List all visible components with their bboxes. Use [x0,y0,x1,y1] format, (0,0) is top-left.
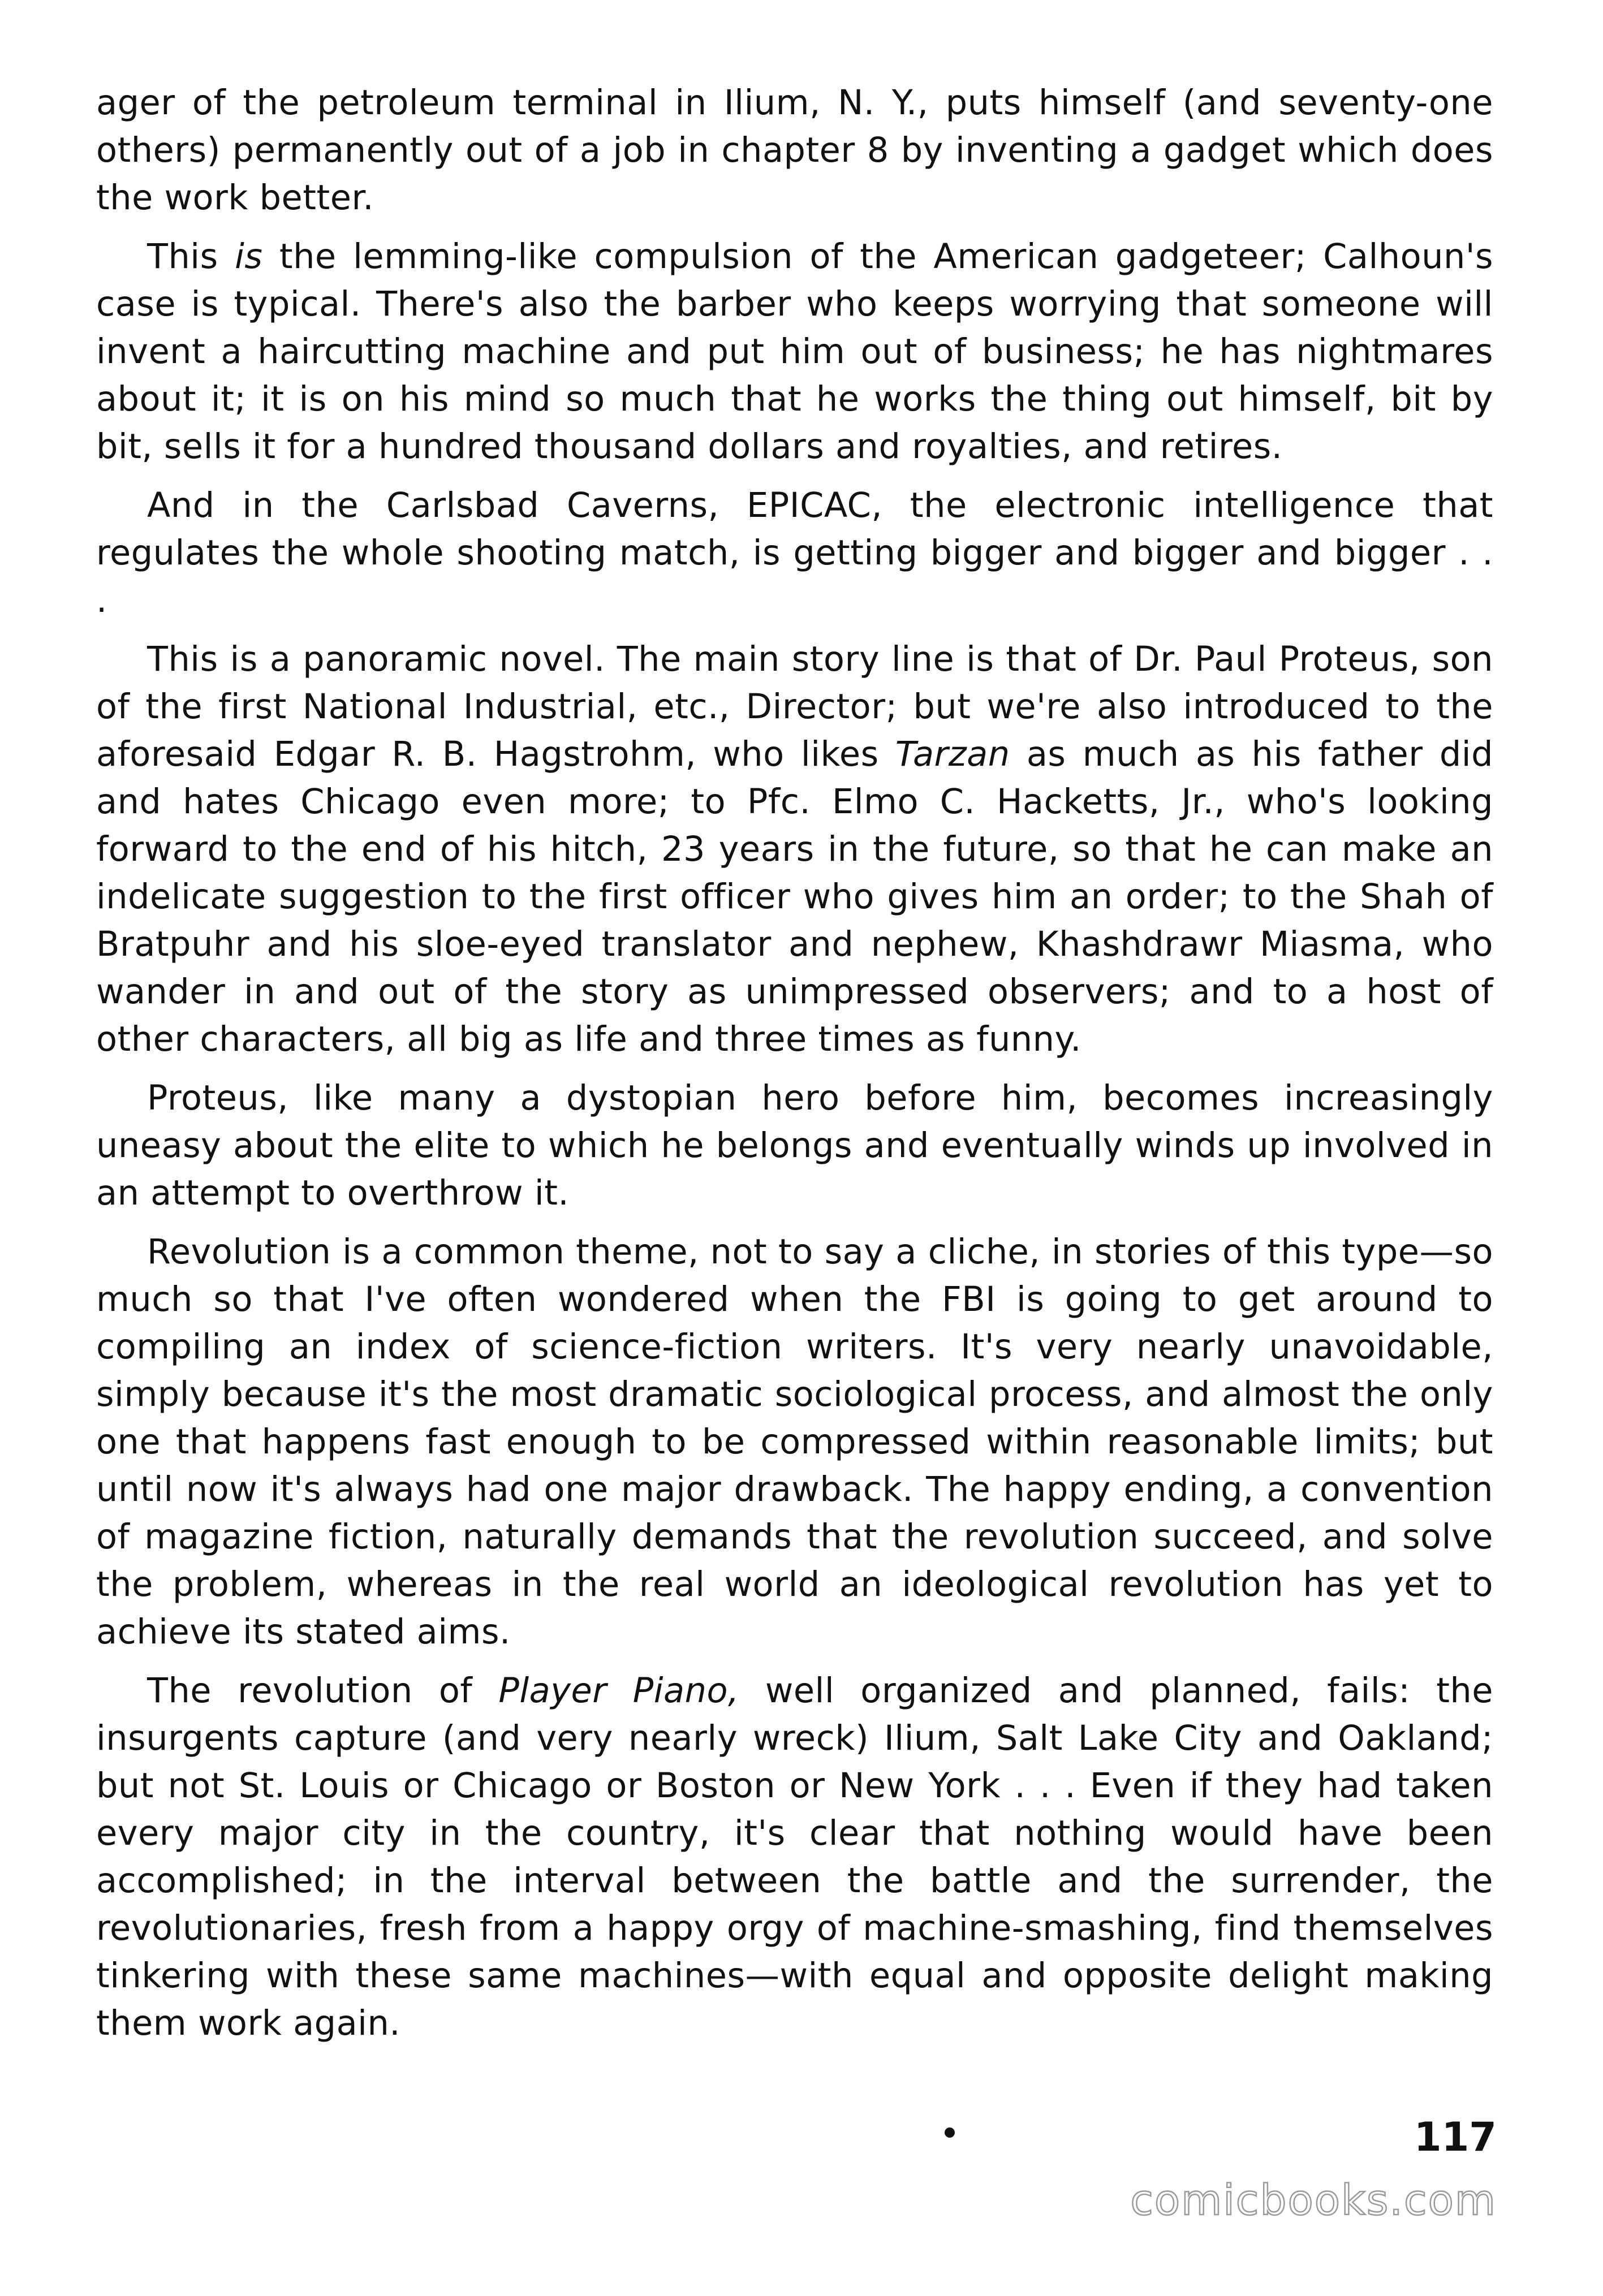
paragraph-4-part-3: as much as his father did and hates Chicago even more; to Pfc. Elmo C. Hacketts, Jr., who's looking forward to the end of his hitch, 23 years in the future, so that he can make an indelicate suggestion to the first officer who gives him an order; to the Shah of Bratpuhr and his sloe-eyed translator and nephew, Khashdrawr Miasma, who wander in and out of the story as unimpressed observers; and to a host of other characters, all big as life and three times as funny. [96,735,1493,1059]
paragraph-7-part-3: well organized and planned, fails: the insurgents capture (and very nearly wreck) Ilium, Salt Lake City and Oakland; but not St. Louis or Chicago or Boston or New York . . . Even if they had taken every major city in the country, it's clear that nothing would have been accomplished; in the interval between the battle and the surrender, the revolutionaries, fresh from a happy orgy of machine-smashing, find themselves tinkering with these same machines—with equal and opposite delight making them work again. [96,1671,1493,2043]
page-body [96,79,1493,2058]
paragraph-1-text: ager of the petroleum terminal in Ilium, N. Y., puts himself (and seventy-one others) permanently out of a job in chapter 8 by inventing a gadget which does the work better. [96,83,1493,218]
paragraph-2-part-3: the lemming-like compulsion of the American gadgeteer; Calhoun's case is typical. There's also the barber who keeps worrying that someone will invent a haircutting machine and put him out of business; he has nightmares about it; it is on his mind so much that he works the thing out himself, bit by bit, sells it for a hundred thousand dollars and royalties, and retires. [96,237,1493,467]
paragraph-4-italic-tarzan: Tarzan [895,735,1010,774]
paragraph-5-text: Proteus, like many a dystopian hero before him, becomes increasingly uneasy about the elite to which he belongs and eventually winds up involved in an attempt to overthrow it. [96,1078,1493,1213]
paragraph-2 [96,233,1493,471]
paragraph-5 [96,1074,1493,1217]
paragraph-1 [96,79,1493,222]
paragraph-7-italic-player-piano: Player Piano, [498,1671,739,1711]
page-number: 117 [1414,2114,1497,2160]
paragraph-2-part-1: This [147,237,235,277]
paragraph-4-part-1: This is a panoramic novel. The main story line is that of Dr. Paul Proteus, son of the first National Industrial, etc., Director; but we're also introduced to the aforesaid Edgar R. B. Hagstrohm, who likes [96,640,1493,774]
paragraph-6 [96,1228,1493,1656]
paragraph-3-text: And in the Carlsbad Caverns, EPICAC, the electronic intelligence that regulates the whole shooting match, is getting bigger and bigger and bigger . . . [96,486,1493,620]
paragraph-2-italic-is: is [235,237,263,277]
bullet-dot-icon [945,2127,955,2138]
paragraph-3 [96,482,1493,624]
paragraph-6-text: Revolution is a common theme, not to say a cliche, in stories of this type—so much so that I've often wondered when the FBI is going to get around to compiling an index of science-fiction writers. It's very nearly unavoidable, simply because it's the most dramatic sociological process, and almost the only one that happens fast enough to be compressed within reasonable limits; but until now it's always had one major drawback. The happy ending, a convention of magazine fiction, naturally demands that the revolution succeed, and solve the problem, whereas in the real world an ideological revolution has yet to achieve its stated aims. [96,1232,1493,1652]
paragraph-4 [96,636,1493,1063]
watermark: comicbooks.com [1130,2176,1497,2225]
paragraph-7 [96,1667,1493,2047]
paragraph-7-part-1: The revolution of [147,1671,499,1711]
